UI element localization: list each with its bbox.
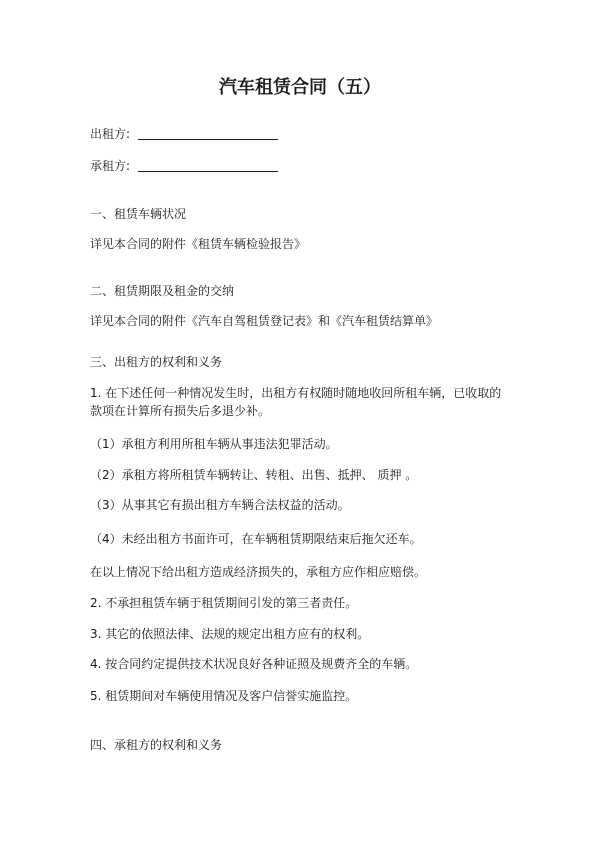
section-1-heading: 一、租赁车辆状况: [90, 207, 187, 221]
lessor-blank[interactable]: [138, 139, 278, 140]
section-3-item-3: 3. 其它的依照法律、法规的规定出租方应有的权利。: [90, 627, 370, 641]
document-title: 汽车租赁合同（五）: [219, 77, 381, 98]
section-3-item-1-line-2: 款项在计算所有损失后多退少补。: [90, 404, 271, 418]
section-2-body: 详见本合同的附件《汽车自驾租赁登记表》和《汽车租赁结算单》: [90, 314, 439, 328]
section-3-item-5: 5. 租赁期间对车辆使用情况及客户信誉实施监控。: [90, 689, 358, 703]
section-3-item-2: 2. 不承担租赁车辆于租赁期间引发的第三者责任。: [90, 596, 358, 610]
section-3-item-1-line-1: 1. 在下述任何一种情况发生时，出租方有权随时随地收回所租车辆，已收取的: [90, 386, 502, 400]
section-3-sub-item-3: （3）从事其它有损出租方车辆合法权益的活动。: [90, 498, 350, 512]
section-2-heading: 二、租赁期限及租金的交纳: [90, 284, 235, 298]
section-3-sub-item-2: （2）承租方将所租赁车辆转让、转租、出售、抵押、 质押 。: [90, 468, 418, 482]
section-1-body: 详见本合同的附件《租赁车辆检验报告》: [90, 237, 307, 251]
section-3-heading: 三、出租方的权利和义务: [90, 355, 223, 369]
lessee-blank[interactable]: [138, 171, 278, 172]
section-4-heading: 四、承租方的权利和义务: [90, 738, 223, 752]
lessee-label: 承租方:: [90, 159, 131, 173]
section-3-item-4: 4. 按合同约定提供技术状况良好各种证照及规费齐全的车辆。: [90, 657, 418, 671]
section-3-sub-item-4: （4）未经出租方书面许可，在车辆租赁期限结束后拖欠还车。: [90, 532, 422, 546]
lessor-label: 出租方:: [90, 127, 131, 141]
section-3-compensation: 在以上情况下给出租方造成经济损失的，承租方应作相应赔偿。: [90, 565, 427, 579]
section-3-sub-item-1: （1）承租方利用所租车辆从事违法犯罪活动。: [90, 437, 338, 451]
